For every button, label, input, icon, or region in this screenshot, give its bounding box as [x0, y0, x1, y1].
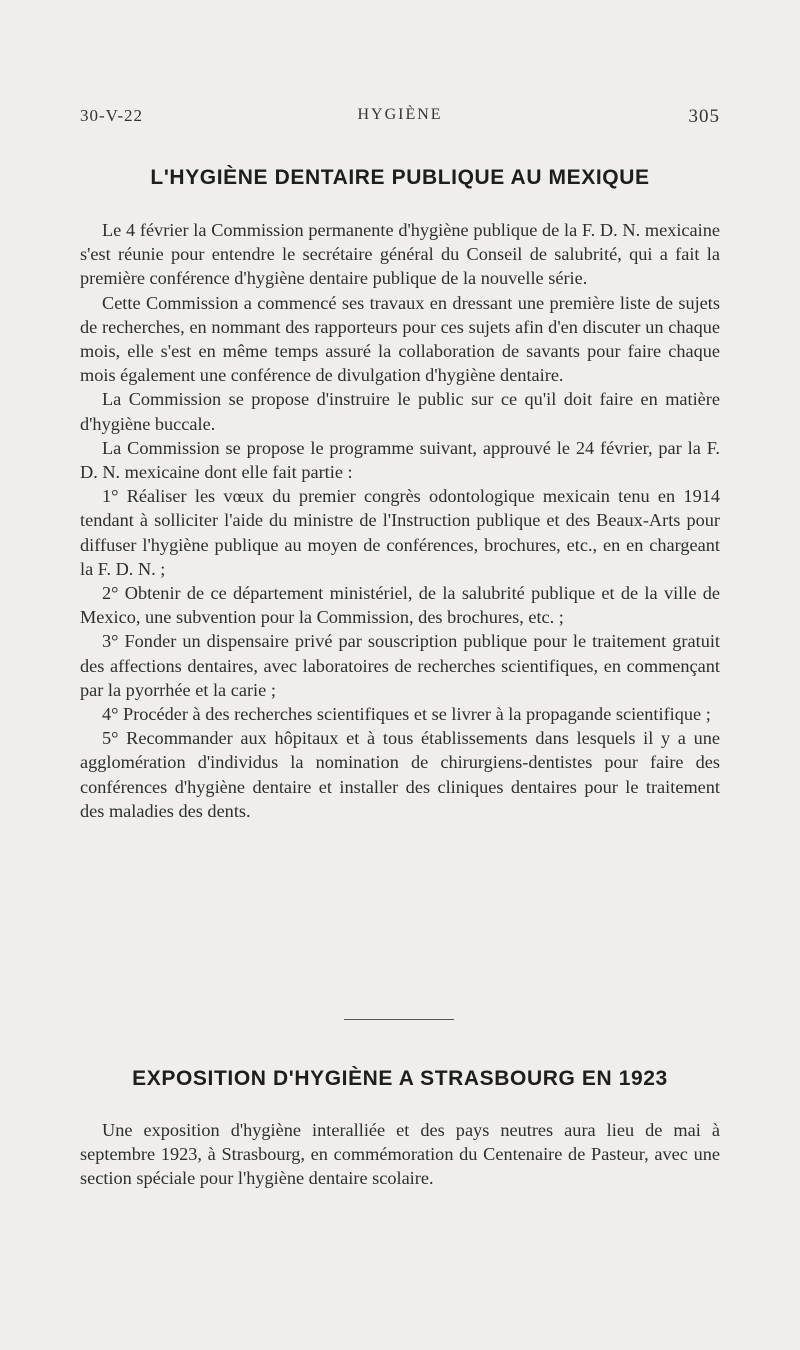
page-number: 305	[688, 106, 720, 127]
article-body-strasbourg-exposition	[80, 1118, 720, 1191]
section-divider	[344, 1019, 454, 1020]
paragraph: Cette Commission a commencé ses travaux en dressant une première liste de sujets de recherches, en nommant des rapporteurs pour ces sujets afin d'en discuter un chaque mois, elle s'est en même temps assuré la collaboration de savants pour faire chaque mois également une conférence de divulgation d'hygiène dentaire.	[80, 292, 720, 386]
paragraph: La Commission se propose le programme suivant, approuvé le 24 février, par la F. D. N. mexicaine dont elle fait partie :	[80, 437, 720, 483]
program-item: 5° Recommander aux hôpitaux et à tous établissements dans lesquels il y a une agglomération d'individus la nomination de chirurgiens-dentistes pour faire des conférences d'hygiène dentaire et installer des cliniques dentaires pour le traitement des maladies des dents.	[80, 728, 720, 821]
program-item: 2° Obtenir de ce département ministériel, de la salubrité publique et de la ville de Mexico, une subvention pour la Commission, des brochures, etc. ;	[80, 583, 720, 628]
article-body-dental-hygiene	[80, 218, 720, 823]
article-title-strasbourg-exposition: EXPOSITION D'HYGIÈNE A STRASBOURG EN 1923	[132, 1067, 668, 1090]
paragraph: Le 4 février la Commission permanente d'hygiène publique de la F. D. N. mexicaine s'est réunie pour entendre le secrétaire général du Conseil de salubrité, qui a fait la première conférence d'hygiène dentaire publique de la nouvelle série.	[80, 220, 720, 289]
program-item: 1° Réaliser les vœux du premier congrès odontologique mexicain tenu en 1914 tendant à solliciter l'aide du ministre de l'Instruction publique et des Beaux-Arts pour diffuser l'hygiène publique au moyen de conférences, brochures, etc., en en chargeant la F. D. N. ;	[80, 486, 720, 579]
section-title: HYGIÈNE	[357, 106, 443, 123]
paragraph: Une exposition d'hygiène interalliée et des pays neutres aura lieu de mai à septembre 1923, à Strasbourg, en commémoration du Centenaire de Pasteur, avec une section spéciale pour l'hygiène dentaire scolaire.	[80, 1120, 720, 1189]
article-title-dental-hygiene: L'HYGIÈNE DENTAIRE PUBLIQUE AU MEXIQUE	[150, 166, 650, 189]
paragraph: La Commission se propose d'instruire le public sur ce qu'il doit faire en matière d'hygiène buccale.	[80, 389, 720, 434]
program-item: 3° Fonder un dispensaire privé par souscription publique pour le traitement gratuit des affections dentaires, avec laboratoires de recherches scientifiques, en commençant par la pyorrhée et la carie ;	[80, 631, 720, 700]
program-item: 4° Procéder à des recherches scientifiques et se livrer à la propagande scientifique ;	[102, 704, 711, 725]
issue-date: 30-V-22	[80, 106, 144, 125]
